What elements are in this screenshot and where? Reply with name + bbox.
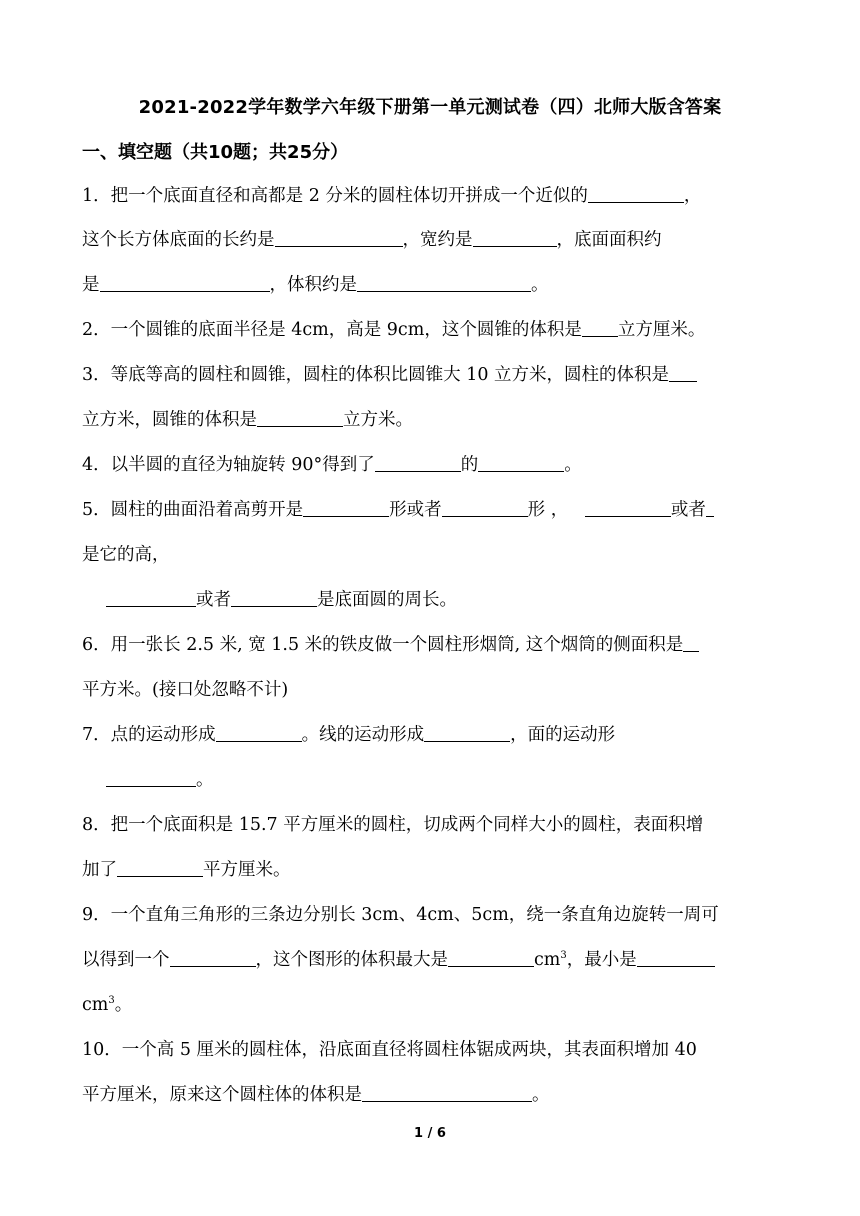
answer-blank[interactable] [375,453,461,472]
question-3-line-2: 立方米，圆锥的体积是 立方米。 [82,410,413,430]
answer-blank[interactable] [585,498,671,517]
answer-blank[interactable] [448,948,534,967]
answer-blank[interactable] [100,273,270,292]
question-1-line-2: 这个长方体底面的长约是 ，宽约是 ，底面面积约 [82,230,662,250]
answer-blank[interactable] [216,723,302,742]
question-5-line-2: 是它的高， [82,545,170,565]
question-6-line-2: 平方米。(接口处忽略不计) [82,680,289,700]
page-title: 2021-2022学年数学六年级下册第一单元测试卷（四）北师大版含答案 [138,97,722,118]
answer-blank[interactable] [106,588,196,607]
question-1-line-3: 是 ，体积约是 。 [82,275,549,295]
answer-blank[interactable] [442,498,528,517]
answer-blank[interactable] [257,408,343,427]
question-5-line-1: 5．圆柱的曲面沿着高剪开是 形或者 形 ， 或者 [82,498,714,522]
answer-blank[interactable] [706,498,714,517]
question-6-line-1: 6．用一张长 2.5 米, 宽 1.5 米的铁皮做一个圆柱形烟筒, 这个烟筒的侧面积是 [82,633,699,657]
question-7-line-1: 7．点的运动形成 。线的运动形成 ，面的运动形 [82,725,616,745]
question-10-line-2: 平方厘米，原来这个圆柱体的体积是 。 [82,1085,550,1105]
answer-blank[interactable] [303,498,389,517]
question-9-line-1: 9．一个直角三角形的三条边分别长 3cm、4cm、5cm，绕一条直角边旋转一周可 [82,905,719,925]
answer-blank[interactable] [582,318,618,337]
question-8-line-1: 8．把一个底面积是 15.7 平方厘米的圆柱，切成两个同样大小的圆柱，表面积增 [82,815,704,835]
section-heading: 一、填空题（共10题；共25分） [82,142,349,163]
page-number: 1 / 6 [414,1126,446,1141]
question-9-line-3: $cm^3$。 [82,995,133,1015]
answer-blank[interactable] [106,768,196,787]
answer-blank[interactable] [170,948,256,967]
answer-blank[interactable] [362,1083,532,1102]
question-3-line-1: 3．等底等高的圆柱和圆锥，圆柱的体积比圆锥大 10 立方米，圆柱的体积是 [82,363,697,387]
question-1-line-1: 1．把一个底面直径和高都是 2 分米的圆柱体切开拼成一个近似的 ， [82,186,702,206]
answer-blank[interactable] [478,453,564,472]
question-2: 2．一个圆锥的底面半径是 4cm，高是 9cm，这个圆锥的体积是 立方厘米。 [82,320,706,340]
answer-blank[interactable] [473,228,557,247]
question-9-line-2: 以得到一个 ，这个图形的体积最大是 $cm^3$，最小是 [82,948,715,972]
question-7-line-2: 。 [106,768,214,792]
answer-blank[interactable] [117,858,203,877]
question-8-line-2: 加了 平方厘米。 [82,860,291,880]
answer-blank[interactable] [637,948,715,967]
question-5-line-3: 或者 是底面圆的周长。 [106,588,457,612]
question-4: 4．以半圆的直径为轴旋转 90°得到了 的 。 [82,455,582,475]
answer-blank[interactable] [588,184,684,203]
answer-blank[interactable] [357,273,531,292]
answer-blank[interactable] [683,633,699,652]
answer-blank[interactable] [275,228,403,247]
answer-blank[interactable] [424,723,510,742]
answer-blank[interactable] [231,588,317,607]
question-10-line-1: 10．一个高 5 厘米的圆柱体，沿底面直径将圆柱体锯成两块，其表面积增加 40 [82,1040,697,1060]
answer-blank[interactable] [669,363,697,382]
